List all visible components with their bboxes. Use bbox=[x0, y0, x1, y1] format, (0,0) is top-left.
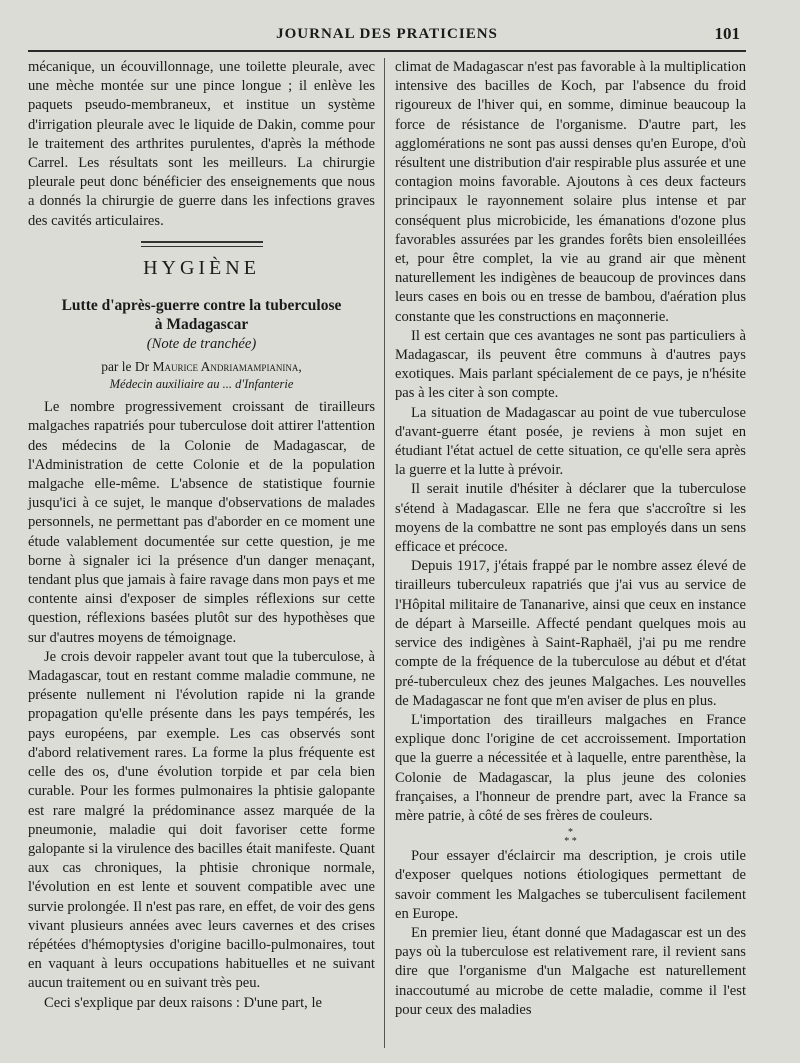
asterism-top: * bbox=[568, 827, 573, 839]
asterism-bottom: * * bbox=[564, 836, 577, 848]
journal-title: JOURNAL DES PRATICIENS bbox=[276, 26, 498, 42]
paragraph: Pour essayer d'éclaircir ma description, je crois utile d'exposer quelques notions étiologiques permettant de savoir comment les Malgaches se tuberculisent facilement en Europe. bbox=[395, 848, 746, 922]
paragraph: Le nombre progressivement croissant de tirailleurs malgaches rapatriés pour tuberculose doit attirer l'attention des médecins de la Colonie de Madagascar, de l'Administration de cette Colonie et de la population malgache elle-même. L'absence de statistique fournie jusqu'ici à ce sujet, le manque d'observations de malades personnels, ne permettant pas d'aborder en ce moment une étude valablement documentée sur cette question, je me borne à signaler ici la présence d'un danger menaçant, tendant plus que jamais à faire ravage dans mon pays et me contente ainsi d'exposer de simples réflexions sur cette question, réflexions basées plutôt sur des hypothèses que sur d'autres moyens de témoignage. bbox=[28, 399, 375, 646]
article-title bbox=[28, 296, 375, 334]
section-divider bbox=[141, 241, 263, 247]
intro-paragraph: mécanique, un écouvillonnage, une toilette pleurale, avec une mèche montée sur une pince longue ; il enlève les paquets pseudo-membraneux, et institue un système d'irrigation pleurale avec le liquide de Dakin, comme pour le traitement des arthrites purulentes, d'après la méthode Carrel. Les résultats sont les meilleurs. La chirurgie pleurale peut donc bénéficier des enseignements que nous a donnés la chirurgie de guerre dans les infections graves des cavités articulaires. bbox=[28, 59, 375, 229]
paragraph: Il est certain que ces avantages ne sont pas particuliers à Madagascar, ils peuvent être communs à d'autres pays exotiques. Mais parlant spécialement de ce pays, je n'hésite pas à les citer à son compte. bbox=[395, 327, 746, 402]
column-divider bbox=[384, 58, 385, 1048]
section-title: HYGIÈNE bbox=[143, 256, 260, 279]
paragraph: climat de Madagascar n'est pas favorable à la multiplication intensive des bacilles de Koch, par l'absence du froid rigoureux de l'hiver qui, en somme, diminue beaucoup la force de résistance de l'organisme. D'autre part, les agglomérations ne sont pas aussi denses qu'en Europe, d'où résultent une distribution d'air respirable plus assurée et une contagion moins favorable. Ajoutons à ces deux facteurs principaux le rayonnement solaire plus intense et par conséquent plus microbicide, les émanations d'ozone plus favorables assurées par les grandes forêts bien ensoleillées et, pour être complet, la vie au grand air que mènent naturellement les indigènes de beaucoup de provinces dans leurs cases en bois ou en tresse de bambou, d'aération plus constante que les constructions en maçonnerie. bbox=[395, 59, 746, 325]
left-column bbox=[28, 58, 375, 1013]
right-column bbox=[395, 58, 746, 1020]
article-title-line-1: Lutte d'après-guerre contre la tuberculose bbox=[61, 297, 342, 315]
article-note: (Note de tranchée) bbox=[146, 336, 257, 353]
paragraph: Il serait inutile d'hésiter à déclarer que la tuberculose s'étend à Madagascar. Elle ne fera que s'accroître si les moyens de la combattre ne sont pas employés dans un sens efficace et précoce. bbox=[395, 481, 746, 556]
running-header bbox=[28, 22, 746, 50]
paragraph: En premier lieu, étant donné que Madagascar est un des pays où la tuberculose est relativement rare, il revient sans dire que l'organisme d'un Malgache est naturellement inaccoutumé au microbe de cette maladie, comme il l'est pour ceux des maladies bbox=[395, 924, 746, 1018]
author-affiliation: Médecin auxiliaire au ... d'Infanterie bbox=[109, 377, 294, 392]
paragraph: Depuis 1917, j'étais frappé par le nombre assez élevé de tirailleurs tuberculeux rapatriés que j'ai vus au service de l'Hôpital militaire de Tananarive, ainsi que ceux en instance de départ à Marseille. Affecté pendant quelques mois au service des indigènes à Saint-Raphaël, j'ai pu me rendre compte de la fréquence de la tuberculose au début et d'état pré-tuberculeux chez des jeunes Malgaches. Les nouvelles de Madagascar ne font que m'en aviser de plus en plus. bbox=[395, 558, 746, 709]
paragraph: Je crois devoir rappeler avant tout que la tuberculose, à Madagascar, tout en restant comme maladie commune, ne présente nullement ni l'évolution rapide ni la grande propagation qu'elle présente dans les pays tempérés, les pays européens, par exemple. Les cas observés sont d'abord relativement rares. La forme la plus fréquente est celle des os, d'une évolution torpide et par cela bien curable. Pour les formes pulmonaires la phtisie galopante est rare malgré la prédominance assez marquée de la pneumonie, maladie qui doit favoriser cette forme galopante si la virulence des bacilles était manifeste. Quant aux cas chroniques, la phtisie chronique normale, l'évolution en est lente et souvent compatible avec une survie prolongée. Il n'est pas rare, en effet, de voir des gens vivant plusieurs années avec leurs cavernes et des crises répétées d'hémoptysies d'origine bacillo-pulmonaires, tout en vaquant à leurs occupations habituelles et ne suivant aucun traitement ou en suivant très peu. bbox=[28, 648, 375, 992]
byline bbox=[28, 358, 375, 376]
page-number: 101 bbox=[714, 24, 740, 43]
paragraph: Ceci s'explique par deux raisons : D'une part, le bbox=[44, 994, 323, 1011]
article-title-line-2: à Madagascar bbox=[154, 316, 249, 334]
paragraph: L'importation des tirailleurs malgaches en France explique donc l'origine de cet accroissement. Importation que la guerre a nécessitée et à laquelle, entre parenthèse, la Colonie de Madagascar, la plus jeune des colonies françaises, a l'honneur de prendre part, avec la France sa mère patrie, à côté de ses frères de couleurs. bbox=[395, 711, 746, 824]
asterism bbox=[395, 828, 746, 846]
paragraph: La situation de Madagascar au point de vue tuberculose d'avant-guerre étant posée, je reviens à mon sujet en étudiant l'état actuel de cette situation, ce qu'elle sera après la guerre et la lutte à prévoir. bbox=[395, 404, 746, 479]
byline-author: Maurice Andriamampianina, bbox=[152, 359, 302, 375]
byline-prefix: par le Dr bbox=[101, 359, 150, 375]
header-rule bbox=[28, 50, 746, 52]
